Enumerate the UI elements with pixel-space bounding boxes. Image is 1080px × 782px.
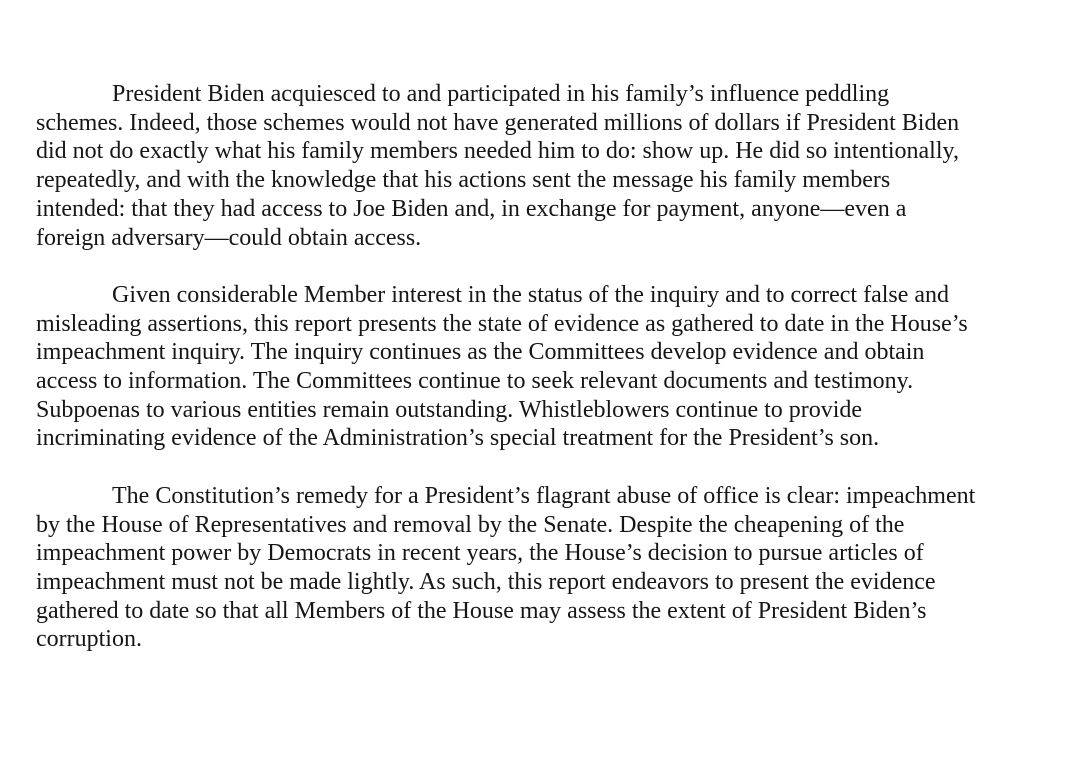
text-line: corruption. <box>36 626 142 653</box>
paragraph-1 <box>36 80 1056 252</box>
paragraph-2 <box>36 281 1056 453</box>
document-body-text <box>36 80 1056 683</box>
text-line: foreign adversary—could obtain access. <box>36 224 422 251</box>
paragraph-3 <box>36 482 1056 654</box>
text-line: intended: that they had access to Joe Biden and, in exchange for payment, anyone—even a <box>36 195 907 222</box>
text-line: did not do exactly what his family members needed him to do: show up. He did so intentionally, <box>36 138 959 165</box>
text-line: President Biden acquiesced to and participated in his family’s influence peddling <box>112 81 890 107</box>
text-line: by the House of Representatives and removal by the Senate. Despite the cheapening of the <box>36 511 905 538</box>
text-line: Given considerable Member interest in the status of the inquiry and to correct false and <box>112 281 950 308</box>
text-line: access to information. The Committees continue to seek relevant documents and testimony. <box>36 368 914 395</box>
text-line: The Constitution’s remedy for a President’s flagrant abuse of office is clear: impeachment <box>112 482 976 509</box>
text-line: gathered to date so that all Members of the House may assess the extent of President Biden’s <box>36 597 927 624</box>
text-line: Subpoenas to various entities remain outstanding. Whistleblowers continue to provide <box>36 396 863 423</box>
text-line: schemes. Indeed, those schemes would not have generated millions of dollars if President Biden <box>36 109 960 136</box>
text-line: repeatedly, and with the knowledge that his actions sent the message his family members <box>36 167 891 194</box>
text-line: impeachment power by Democrats in recent years, the House’s decision to pursue articles of <box>36 540 924 567</box>
text-line: impeachment inquiry. The inquiry continues as the Committees develop evidence and obtain <box>36 339 925 366</box>
text-line: incriminating evidence of the Administration’s special treatment for the President’s son. <box>36 425 880 452</box>
text-line: misleading assertions, this report presents the state of evidence as gathered to date in the House’s <box>36 310 968 337</box>
text-line: impeachment must not be made lightly. As such, this report endeavors to present the evidence <box>36 568 936 595</box>
